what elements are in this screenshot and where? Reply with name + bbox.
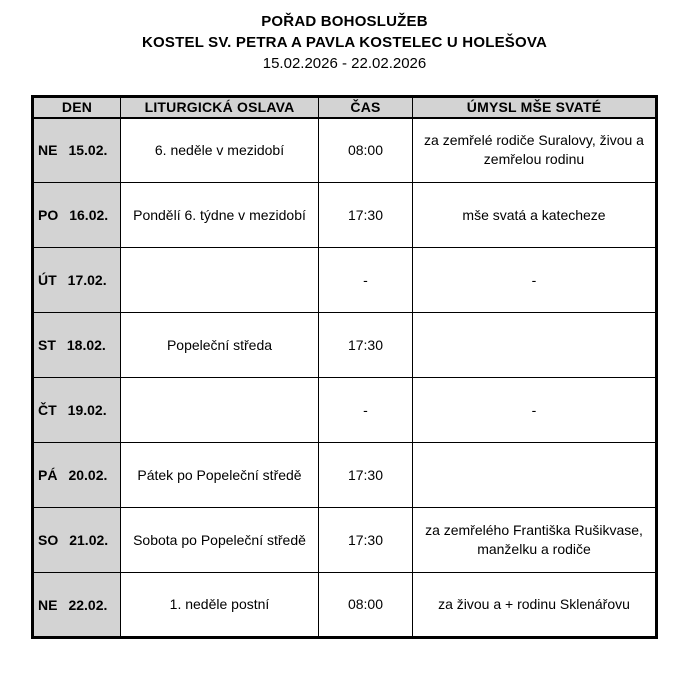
time-cell: 08:00 [319,118,413,183]
intention-cell: - [413,378,657,443]
day-abbr: PO [38,207,59,223]
day-abbr: SO [38,532,59,548]
day-date: 20.02. [68,467,108,483]
celebration-cell: 1. neděle postní [121,573,319,638]
day-abbr: NE [38,596,58,613]
time-cell: - [319,248,413,313]
day-date: 15.02. [68,142,108,159]
day-cell [33,118,121,183]
day-cell [33,183,121,248]
intention-cell: mše svatá a katecheze [413,183,657,248]
celebration-cell: Pondělí 6. týdne v mezidobí [121,183,319,248]
day-cell [33,248,121,313]
table-row [33,118,657,183]
day-cell [33,378,121,443]
day-date: 22.02. [68,596,108,613]
table-row [33,573,657,638]
intention-cell: za zemřelého Františka Rušikvase, manželku a rodiče [413,508,657,573]
day-cell [33,573,121,638]
day-abbr: ÚT [38,272,57,288]
day-cell [33,443,121,508]
column-header-celebration: LITURGICKÁ OSLAVA [121,97,319,118]
day-abbr: NE [38,142,58,159]
table-row [33,443,657,508]
day-cell [33,508,121,573]
column-header-day: DEN [33,97,121,118]
intention-cell: za zemřelé rodiče Suralovy, živou a zemřelou rodinu [413,118,657,183]
celebration-cell: 6. neděle v mezidobí [121,118,319,183]
date-range: 15.02.2026 - 22.02.2026 [262,55,427,72]
celebration-cell [121,378,319,443]
time-cell: - [319,378,413,443]
day-cell [33,313,121,378]
day-date: 21.02. [69,532,109,548]
day-date: 16.02. [69,207,109,223]
day-abbr: ČT [38,402,57,418]
day-date: 17.02. [67,272,107,288]
day-abbr: PÁ [38,467,58,483]
time-cell: 17:30 [319,443,413,508]
column-header-intention: ÚMYSL MŠE SVATÉ [413,97,657,118]
church-name: KOSTEL SV. PETRA A PAVLA KOSTELEC U HOLEŠOVA [142,34,547,51]
celebration-cell [121,248,319,313]
schedule-table [31,95,658,639]
table-row [33,508,657,573]
title-block [0,0,689,74]
intention-cell [413,443,657,508]
intention-cell [413,313,657,378]
table-row [33,183,657,248]
column-header-time: ČAS [319,97,413,118]
table-row [33,313,657,378]
time-cell: 17:30 [319,183,413,248]
day-date: 19.02. [67,402,107,418]
page-title: POŘAD BOHOSLUŽEB [261,13,428,30]
celebration-cell: Popeleční středa [121,313,319,378]
time-cell: 08:00 [319,573,413,638]
table-row [33,248,657,313]
celebration-cell: Pátek po Popeleční středě [121,443,319,508]
intention-cell: za živou a + rodinu Sklenářovu [413,573,657,638]
intention-cell: - [413,248,657,313]
day-abbr: ST [38,337,56,353]
celebration-cell: Sobota po Popeleční středě [121,508,319,573]
time-cell: 17:30 [319,313,413,378]
time-cell: 17:30 [319,508,413,573]
table-header-row [33,97,657,118]
table-row [33,378,657,443]
day-date: 18.02. [66,337,106,353]
